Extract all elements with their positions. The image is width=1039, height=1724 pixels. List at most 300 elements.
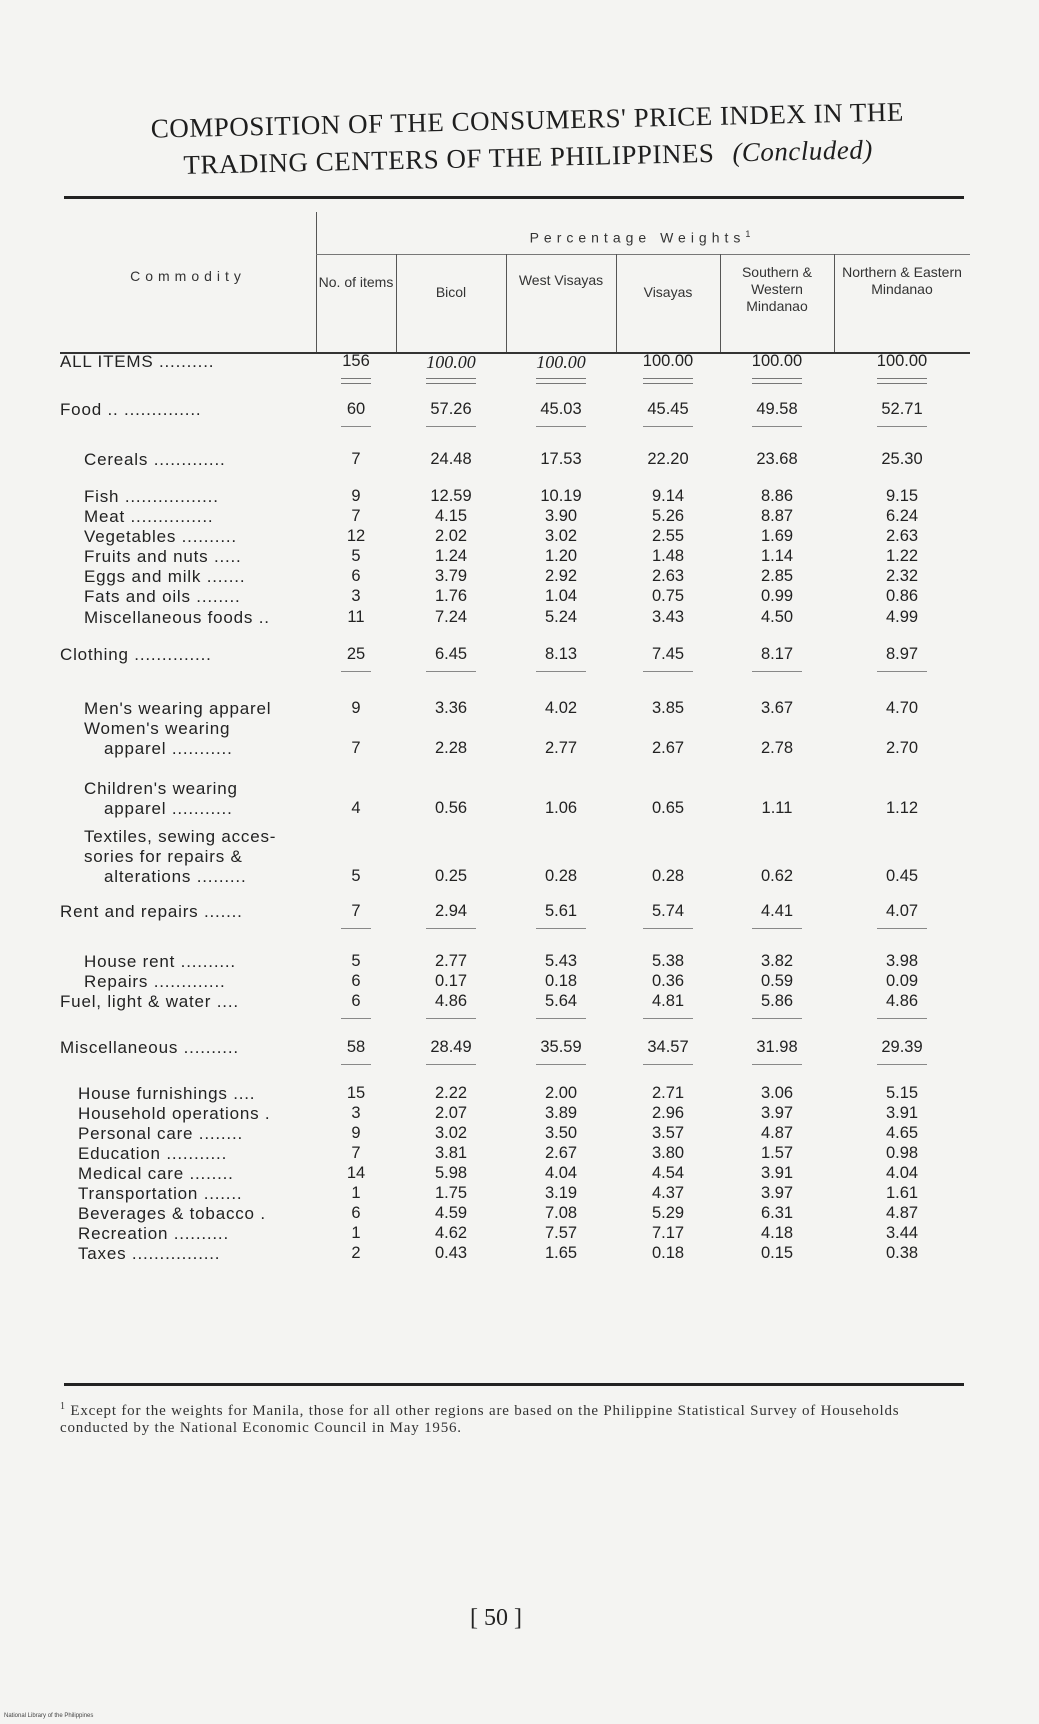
table-row xyxy=(60,719,970,741)
cell-weight: 4.04 xyxy=(885,1164,919,1182)
table-row xyxy=(60,1244,970,1266)
cell-weight: 1.69 xyxy=(760,527,794,545)
cell-no-items: 6 xyxy=(351,992,361,1010)
cell-weight: 3.67 xyxy=(760,699,794,717)
table-row xyxy=(60,400,970,422)
total-underline xyxy=(426,1018,476,1019)
table-row xyxy=(60,952,970,974)
cell-weight: 8.86 xyxy=(760,487,794,505)
double-underline xyxy=(643,378,693,384)
cell-weight: 5.38 xyxy=(651,952,685,970)
row-label: apparel ........... xyxy=(104,739,233,758)
cell-no-items: 15 xyxy=(346,1084,366,1102)
cell-weight: 1.06 xyxy=(544,799,578,817)
cell-weight: 8.17 xyxy=(760,645,794,663)
total-underline xyxy=(752,426,802,427)
cell-weight: 12.59 xyxy=(430,487,472,505)
cell-weight: 2.63 xyxy=(651,567,685,585)
title-line-1: COMPOSITION OF THE CONSUMERS' PRICE INDEX IN THE xyxy=(150,96,905,144)
cell-weight: 3.97 xyxy=(760,1184,794,1202)
cell-weight: 0.18 xyxy=(544,972,578,990)
cell-weight: 100.00 xyxy=(426,352,476,372)
cell-weight: 4.81 xyxy=(651,992,685,1010)
cell-no-items: 7 xyxy=(351,739,361,757)
cell-weight: 0.43 xyxy=(434,1244,468,1262)
table-row xyxy=(60,352,970,374)
cell-weight: 1.11 xyxy=(761,799,793,817)
library-credit: National Library of the Philippines xyxy=(4,1713,94,1719)
table-row xyxy=(60,608,970,630)
cell-weight: 1.76 xyxy=(434,587,468,605)
cell-weight: 31.98 xyxy=(756,1038,798,1056)
cell-weight: 4.41 xyxy=(760,902,794,920)
cell-weight: 3.97 xyxy=(760,1104,794,1122)
total-underline xyxy=(643,1018,693,1019)
cell-weight: 0.09 xyxy=(885,972,919,990)
table-row xyxy=(60,1084,970,1106)
cell-weight: 3.02 xyxy=(544,527,578,545)
cell-weight: 17.53 xyxy=(540,450,582,468)
cell-weight: 5.98 xyxy=(434,1164,468,1182)
cell-no-items: 4 xyxy=(351,799,361,817)
row-label: alterations ......... xyxy=(104,867,247,886)
cell-weight: 3.79 xyxy=(434,567,468,585)
table-row xyxy=(60,827,970,849)
footnote xyxy=(60,1398,960,1437)
total-underline xyxy=(341,1064,371,1065)
cell-no-items: 7 xyxy=(351,1144,361,1162)
row-label: Men's wearing apparel xyxy=(84,699,272,718)
cell-weight: 22.20 xyxy=(647,450,689,468)
cell-weight: 2.70 xyxy=(885,739,919,757)
table-row xyxy=(60,1144,970,1166)
row-label: Repairs ............. xyxy=(84,972,226,991)
cell-no-items: 25 xyxy=(346,645,366,663)
cell-weight: 0.45 xyxy=(885,867,919,885)
table-row xyxy=(60,867,970,889)
total-underline xyxy=(643,928,693,929)
cell-no-items: 5 xyxy=(351,952,361,970)
table-row xyxy=(60,902,970,924)
cell-no-items: 9 xyxy=(351,699,361,717)
cell-weight: 8.87 xyxy=(760,507,794,525)
cell-weight: 0.86 xyxy=(885,587,919,605)
table-row xyxy=(60,699,970,721)
cell-weight: 2.67 xyxy=(651,739,685,757)
cell-weight: 1.57 xyxy=(760,1144,794,1162)
cell-weight: 5.29 xyxy=(651,1204,685,1222)
cell-weight: 0.65 xyxy=(651,799,685,817)
total-underline xyxy=(877,928,927,929)
cell-weight: 0.59 xyxy=(760,972,794,990)
cell-weight: 7.08 xyxy=(544,1204,578,1222)
total-underline xyxy=(341,671,371,672)
table-row xyxy=(60,527,970,549)
table-row xyxy=(60,1164,970,1186)
header-group-label: Percentage Weights xyxy=(529,229,746,246)
header-commodity: Commodity xyxy=(130,268,246,284)
cell-weight: 6.31 xyxy=(760,1204,794,1222)
cell-no-items: 58 xyxy=(346,1038,366,1056)
header-group-rule xyxy=(316,254,970,255)
table-row xyxy=(60,1204,970,1226)
cell-weight: 2.32 xyxy=(885,567,919,585)
total-underline xyxy=(536,1018,586,1019)
table-row xyxy=(60,739,970,761)
cell-weight: 3.82 xyxy=(760,952,794,970)
cell-no-items: 9 xyxy=(351,487,361,505)
table-row xyxy=(60,547,970,569)
row-label: Miscellaneous foods .. xyxy=(84,608,270,627)
cell-weight: 3.91 xyxy=(885,1104,919,1122)
cell-weight: 100.00 xyxy=(751,352,803,370)
table-row xyxy=(60,1038,970,1060)
cell-weight: 3.57 xyxy=(651,1124,685,1142)
cell-weight: 1.48 xyxy=(651,547,685,565)
double-underline xyxy=(341,378,371,384)
cell-weight: 5.43 xyxy=(544,952,578,970)
cell-weight: 34.57 xyxy=(647,1038,689,1056)
cell-weight: 4.50 xyxy=(760,608,794,626)
cell-weight: 4.86 xyxy=(434,992,468,1010)
cell-weight: 4.54 xyxy=(651,1164,685,1182)
cell-weight: 3.50 xyxy=(544,1124,578,1142)
total-underline xyxy=(536,426,586,427)
total-underline xyxy=(426,928,476,929)
total-underline xyxy=(643,671,693,672)
footnote-mark: 1 xyxy=(60,1401,66,1412)
cell-weight: 25.30 xyxy=(881,450,923,468)
cell-weight: 45.03 xyxy=(540,400,582,418)
cell-weight: 3.06 xyxy=(760,1084,794,1102)
table-row xyxy=(60,1224,970,1246)
cell-weight: 0.28 xyxy=(651,867,685,885)
cell-weight: 2.55 xyxy=(651,527,685,545)
row-label: Household operations . xyxy=(78,1104,271,1123)
row-label: Beverages & tobacco . xyxy=(78,1204,266,1223)
table-row xyxy=(60,1104,970,1126)
header-region-northern-eastern-mindanao: Northern & Eastern Mindanao xyxy=(842,264,962,297)
cell-weight: 3.89 xyxy=(544,1104,578,1122)
cell-weight: 5.61 xyxy=(544,902,578,920)
row-label: Recreation .......... xyxy=(78,1224,229,1243)
cell-no-items: 3 xyxy=(351,1104,361,1122)
cell-no-items: 5 xyxy=(351,547,361,565)
cell-weight: 5.15 xyxy=(885,1084,919,1102)
cell-weight: 100.00 xyxy=(642,352,694,370)
row-label: Women's wearing xyxy=(84,719,231,738)
row-label: Meat ............... xyxy=(84,507,214,526)
total-underline xyxy=(877,671,927,672)
page-title xyxy=(92,92,963,186)
cell-weight: 57.26 xyxy=(430,400,472,418)
cell-weight: 2.92 xyxy=(544,567,578,585)
cell-weight: 5.64 xyxy=(544,992,578,1010)
title-line-2: TRADING CENTERS OF THE PHILIPPINES xyxy=(183,137,715,180)
table-row xyxy=(60,645,970,667)
cell-weight: 1.75 xyxy=(434,1184,468,1202)
double-underline xyxy=(426,378,476,384)
cell-weight: 3.81 xyxy=(434,1144,468,1162)
cell-weight: 35.59 xyxy=(540,1038,582,1056)
row-label: Textiles, sewing acces- xyxy=(84,827,277,846)
cell-no-items: 7 xyxy=(351,902,361,920)
cell-weight: 4.02 xyxy=(544,699,578,717)
table-row xyxy=(60,972,970,994)
table-row xyxy=(60,567,970,589)
cell-weight: 0.15 xyxy=(760,1244,794,1262)
cell-weight: 2.07 xyxy=(434,1104,468,1122)
bottom-rule xyxy=(64,1383,964,1386)
header-region-west-visayas: West Visayas xyxy=(518,272,604,288)
cell-no-items: 7 xyxy=(351,450,361,468)
table-row xyxy=(60,487,970,509)
cell-weight: 4.62 xyxy=(434,1224,468,1242)
row-label: House furnishings .... xyxy=(78,1084,256,1103)
cell-weight: 3.19 xyxy=(544,1184,578,1202)
total-underline xyxy=(426,671,476,672)
cell-weight: 4.70 xyxy=(885,699,919,717)
cell-weight: 2.22 xyxy=(434,1084,468,1102)
cell-weight: 28.49 xyxy=(430,1038,472,1056)
cell-weight: 2.96 xyxy=(651,1104,685,1122)
cell-weight: 0.18 xyxy=(651,1244,685,1262)
cell-weight: 0.56 xyxy=(434,799,468,817)
cell-weight: 45.45 xyxy=(647,400,689,418)
total-underline xyxy=(426,1064,476,1065)
total-underline xyxy=(752,1018,802,1019)
cell-weight: 9.15 xyxy=(885,487,919,505)
total-underline xyxy=(752,928,802,929)
table-row xyxy=(60,1184,970,1206)
header-region-visayas: Visayas xyxy=(643,284,693,300)
cell-weight: 2.94 xyxy=(434,902,468,920)
cell-no-items: 12 xyxy=(346,527,366,545)
cell-no-items: 1 xyxy=(351,1184,361,1202)
cell-no-items: 60 xyxy=(346,400,366,418)
cell-weight: 0.98 xyxy=(885,1144,919,1162)
footnote-text: Except for the weights for Manila, those for all other regions are based on the Philippine Statistical Survey of Households conducted by the National Economic Council in May 1956. xyxy=(60,1403,900,1436)
cell-weight: 3.44 xyxy=(885,1224,919,1242)
double-underline xyxy=(536,378,586,384)
cell-weight: 49.58 xyxy=(756,400,798,418)
cell-weight: 2.63 xyxy=(885,527,919,545)
page-number: [ 50 ] xyxy=(470,1605,522,1631)
row-label: Vegetables .......... xyxy=(84,527,237,546)
cell-weight: 6.45 xyxy=(434,645,468,663)
total-underline xyxy=(877,1064,927,1065)
cell-weight: 23.68 xyxy=(756,450,798,468)
total-underline xyxy=(536,928,586,929)
cell-weight: 10.19 xyxy=(540,487,582,505)
col-divider xyxy=(616,254,617,352)
cell-weight: 4.86 xyxy=(885,992,919,1010)
cell-no-items: 1 xyxy=(351,1224,361,1242)
total-underline xyxy=(426,426,476,427)
cell-weight: 2.02 xyxy=(434,527,468,545)
header-region-bicol: Bicol xyxy=(435,284,467,300)
cell-weight: 1.65 xyxy=(544,1244,578,1262)
total-underline xyxy=(752,671,802,672)
cell-no-items: 6 xyxy=(351,567,361,585)
table-row xyxy=(60,847,970,869)
row-label: Food .. .............. xyxy=(60,400,202,419)
table-row xyxy=(60,450,970,472)
row-label: Cereals ............. xyxy=(84,450,226,469)
total-underline xyxy=(643,426,693,427)
cell-weight: 2.28 xyxy=(434,739,468,757)
row-label: Taxes ................ xyxy=(78,1244,221,1263)
row-label: Children's wearing xyxy=(84,779,238,798)
row-label: Fuel, light & water .... xyxy=(60,992,239,1011)
cell-weight: 1.61 xyxy=(885,1184,919,1202)
cell-weight: 4.15 xyxy=(434,507,468,525)
cell-weight: 1.14 xyxy=(760,547,794,565)
cell-weight: 3.80 xyxy=(651,1144,685,1162)
cell-weight: 3.91 xyxy=(760,1164,794,1182)
cell-weight: 2.77 xyxy=(434,952,468,970)
cell-weight: 1.22 xyxy=(885,547,919,565)
cell-weight: 4.65 xyxy=(885,1124,919,1142)
total-underline xyxy=(536,1064,586,1065)
cell-weight: 3.02 xyxy=(434,1124,468,1142)
cell-weight: 3.43 xyxy=(651,608,685,626)
cell-weight: 7.45 xyxy=(651,645,685,663)
cell-weight: 3.90 xyxy=(544,507,578,525)
cell-weight: 3.85 xyxy=(651,699,685,717)
cell-weight: 4.87 xyxy=(885,1204,919,1222)
cell-weight: 4.59 xyxy=(434,1204,468,1222)
row-label: Eggs and milk ....... xyxy=(84,567,246,586)
cell-weight: 1.04 xyxy=(544,587,578,605)
cell-weight: 6.24 xyxy=(885,507,919,525)
cell-weight: 0.36 xyxy=(651,972,685,990)
cell-weight: 9.14 xyxy=(651,487,685,505)
table-row xyxy=(60,992,970,1014)
row-label: apparel ........... xyxy=(104,799,233,818)
total-underline xyxy=(643,1064,693,1065)
row-label: Personal care ........ xyxy=(78,1124,243,1143)
row-label: House rent .......... xyxy=(84,952,236,971)
cell-weight: 0.75 xyxy=(651,587,685,605)
total-underline xyxy=(536,671,586,672)
row-label: Fats and oils ........ xyxy=(84,587,241,606)
cell-weight: 8.97 xyxy=(885,645,919,663)
cell-weight: 4.99 xyxy=(885,608,919,626)
cell-weight: 4.18 xyxy=(760,1224,794,1242)
row-label: Education ........... xyxy=(78,1144,228,1163)
col-divider xyxy=(506,254,507,352)
cell-weight: 100.00 xyxy=(536,352,586,372)
cell-weight: 24.48 xyxy=(430,450,472,468)
row-label: ALL ITEMS .......... xyxy=(60,352,215,371)
cell-no-items: 6 xyxy=(351,972,361,990)
double-underline xyxy=(877,378,927,384)
cell-weight: 8.13 xyxy=(544,645,578,663)
total-underline xyxy=(752,1064,802,1065)
cell-weight: 0.99 xyxy=(760,587,794,605)
cell-weight: 4.04 xyxy=(544,1164,578,1182)
cell-weight: 1.24 xyxy=(434,547,468,565)
cell-weight: 7.24 xyxy=(434,608,468,626)
cell-weight: 4.37 xyxy=(651,1184,685,1202)
cell-weight: 2.71 xyxy=(651,1084,685,1102)
header-region-southern-western-mindanao: Southern & Western Mindanao xyxy=(741,264,813,314)
double-underline xyxy=(752,378,802,384)
row-label: Fish ................. xyxy=(84,487,219,506)
row-label: sories for repairs & xyxy=(84,847,243,866)
cell-weight: 5.24 xyxy=(544,608,578,626)
title-concluded: (Concluded) xyxy=(732,134,874,168)
cpi-weights-table xyxy=(60,212,970,1372)
cell-weight: 2.78 xyxy=(760,739,794,757)
cell-weight: 2.85 xyxy=(760,567,794,585)
total-underline xyxy=(341,928,371,929)
table-row xyxy=(60,587,970,609)
cell-weight: 1.12 xyxy=(885,799,919,817)
table-row xyxy=(60,779,970,801)
total-underline xyxy=(341,1018,371,1019)
row-label: Miscellaneous .......... xyxy=(60,1038,239,1057)
cell-weight: 7.17 xyxy=(651,1224,685,1242)
cell-weight: 5.26 xyxy=(651,507,685,525)
cell-weight: 0.38 xyxy=(885,1244,919,1262)
cell-weight: 4.07 xyxy=(885,902,919,920)
cell-weight: 5.86 xyxy=(760,992,794,1010)
row-label: Rent and repairs ....... xyxy=(60,902,243,921)
cell-weight: 5.74 xyxy=(651,902,685,920)
cell-no-items: 156 xyxy=(342,352,370,370)
row-label: Medical care ........ xyxy=(78,1164,234,1183)
cell-weight: 2.77 xyxy=(544,739,578,757)
total-underline xyxy=(341,426,371,427)
table-row xyxy=(60,1124,970,1146)
cell-weight: 7.57 xyxy=(544,1224,578,1242)
cell-weight: 2.67 xyxy=(544,1144,578,1162)
table-row xyxy=(60,799,970,821)
cell-no-items: 14 xyxy=(346,1164,366,1182)
cell-no-items: 7 xyxy=(351,507,361,525)
cell-weight: 2.00 xyxy=(544,1084,578,1102)
cell-no-items: 3 xyxy=(351,587,361,605)
cell-weight: 29.39 xyxy=(881,1038,923,1056)
cell-weight: 0.17 xyxy=(434,972,468,990)
header-percentage-weights xyxy=(360,226,920,247)
cell-no-items: 5 xyxy=(351,867,361,885)
header-footnote-mark: 1 xyxy=(745,229,751,239)
table-row xyxy=(60,507,970,529)
cell-weight: 0.28 xyxy=(544,867,578,885)
cell-weight: 3.36 xyxy=(434,699,468,717)
cell-weight: 3.98 xyxy=(885,952,919,970)
cell-no-items: 2 xyxy=(351,1244,361,1262)
top-rule xyxy=(64,196,964,199)
total-underline xyxy=(877,426,927,427)
cell-weight: 0.25 xyxy=(434,867,468,885)
cell-weight: 100.00 xyxy=(876,352,928,370)
row-label: Clothing .............. xyxy=(60,645,212,664)
cell-weight: 52.71 xyxy=(881,400,923,418)
cell-weight: 0.62 xyxy=(760,867,794,885)
cell-no-items: 9 xyxy=(351,1124,361,1142)
cell-no-items: 11 xyxy=(347,608,365,626)
header-no-items: No. of items xyxy=(318,274,394,290)
row-label: Transportation ....... xyxy=(78,1184,243,1203)
cell-weight: 4.87 xyxy=(760,1124,794,1142)
cell-no-items: 6 xyxy=(351,1204,361,1222)
row-label: Fruits and nuts ..... xyxy=(84,547,242,566)
cell-weight: 1.20 xyxy=(544,547,578,565)
